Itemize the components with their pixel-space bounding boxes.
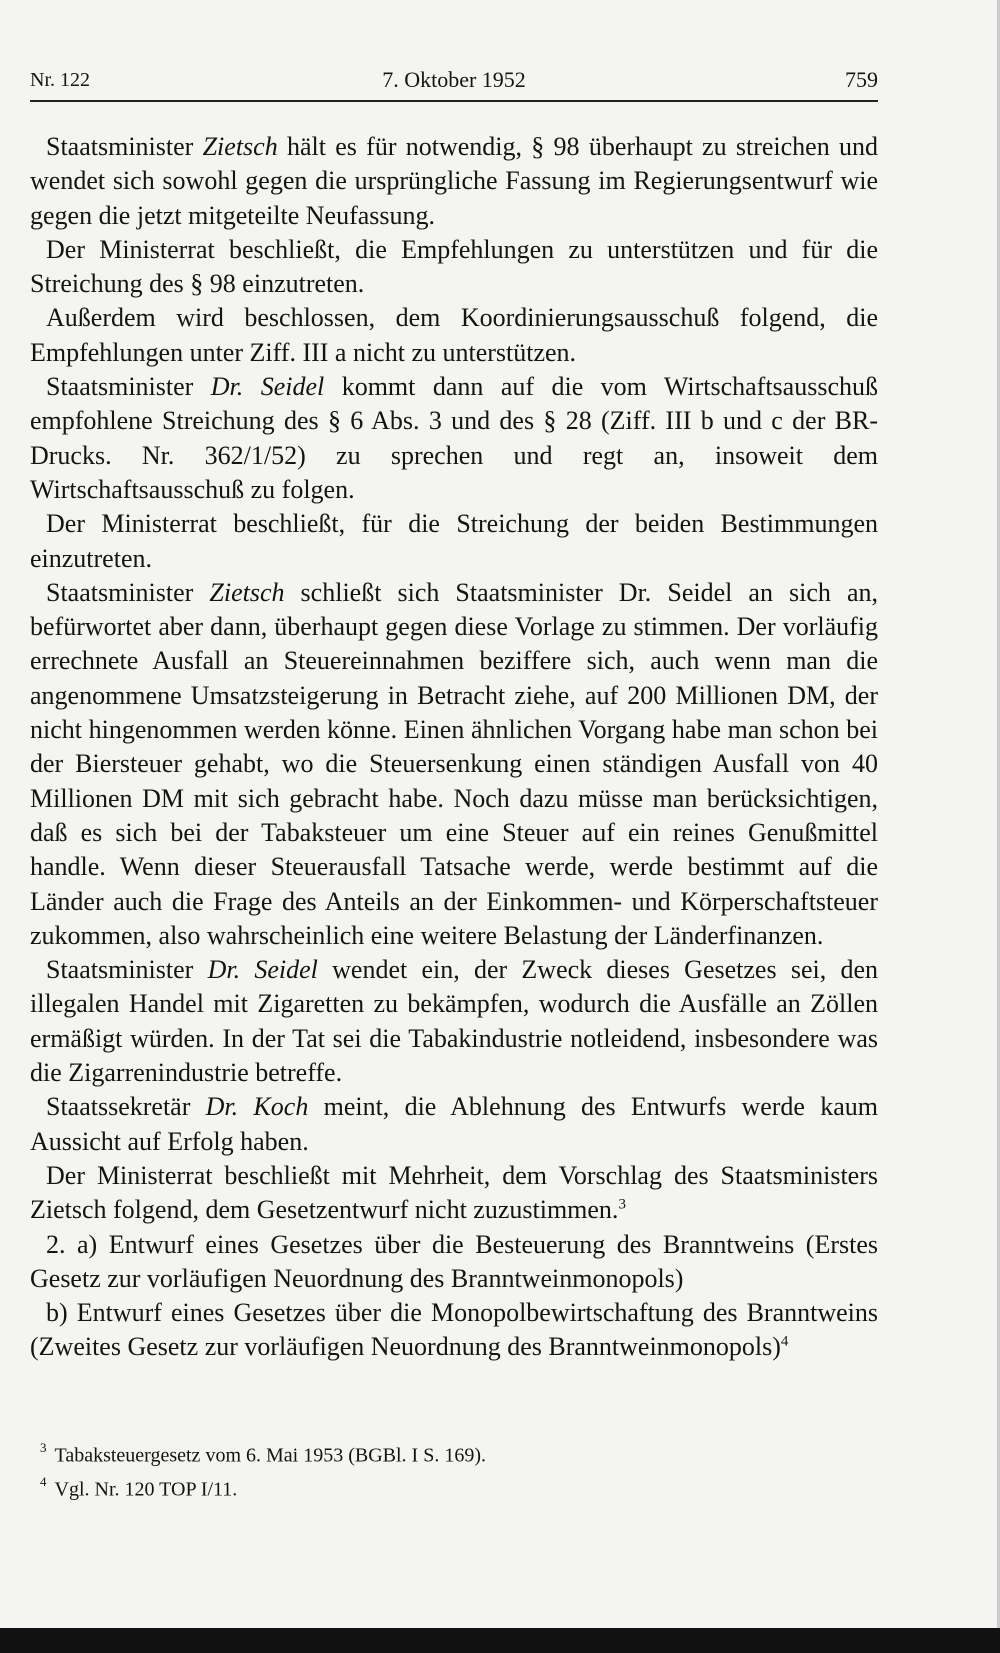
text-run: kommt dann auf die vom Wirtschaftsausschuß empfohlene Streichung des § 6 Abs. 3 und des § 28 (Ziff. III b und c der BR-Drucks. Nr. 362/1/52) zu sprechen und regt an, insoweit dem Wirtschaftsausschuß zu folgen.	[30, 372, 878, 504]
paragraph	[30, 576, 878, 953]
speaker-name: Dr. Koch	[205, 1092, 309, 1122]
text-run: Staatsminister	[46, 577, 210, 607]
body-text	[30, 130, 878, 1365]
speaker-name: Zietsch	[209, 577, 285, 607]
footnote-marker: 4	[40, 1473, 47, 1489]
header-date: 7. Oktober 1952	[382, 67, 526, 92]
footnote-reference[interactable]: 3	[618, 1196, 626, 1213]
text-run: b) Entwurf eines Gesetzes über die Monopolbewirtschaftung des Branntweins (Zweites Gesetz zur vorläufigen Neuordnung des Branntweinmonopols)	[30, 1298, 878, 1362]
footnote	[30, 1470, 878, 1504]
text-run: hält es für notwendig, § 98 überhaupt zu streichen und wendet sich sowohl gegen die ursprüngliche Fassung im Regierungsentwurf wie gegen die jetzt mitgeteilte Neufassung.	[30, 132, 878, 230]
paragraph	[30, 1228, 878, 1297]
text-run: Staatsminister	[46, 132, 203, 161]
text-run: Der Ministerrat beschließt, für die Streichung der beiden Bestimmungen einzutreten.	[30, 509, 878, 573]
paragraph	[30, 953, 878, 1090]
header-rule	[30, 100, 878, 102]
paragraph	[30, 130, 878, 233]
footnote-marker: 3	[40, 1440, 47, 1455]
paragraph	[30, 301, 878, 370]
text-run: Staatssekretär	[46, 1092, 206, 1122]
text-run: Staatsminister	[46, 955, 208, 985]
paragraph	[30, 507, 878, 576]
footnotes	[30, 1436, 878, 1503]
text-run: Der Ministerrat beschließt mit Mehrheit, dem Vorschlag des Staatsministers Zietsch folgend, dem Gesetzentwurf nicht zuzustimmen.	[30, 1160, 878, 1225]
scan-bottom-strip	[0, 1628, 1000, 1653]
text-run: Staatsminister	[46, 372, 211, 402]
paragraph	[30, 233, 878, 302]
text-run: meint, die Ablehnung des Entwurfs werde kaum Aussicht auf Erfolg haben.	[30, 1092, 878, 1156]
paragraph	[30, 1296, 878, 1365]
document-number: Nr. 122	[30, 69, 90, 91]
page-number: 759	[845, 67, 878, 92]
speaker-name: Dr. Seidel	[210, 372, 325, 402]
text-run: schließt sich Staatsminister Dr. Seidel an sich an, befürwortet aber dann, überhaupt gegen diese Vorlage zu stimmen. Der vorläufig errechnete Ausfall an Steuereinnahmen beziffere sich, auch wenn man die angenommene Umsatzsteigerung in Betracht ziehe, auf 200 Millionen DM, der nicht hingenommen werden könne. Einen ähnlichen Vorgang habe man schon bei der Biersteuer gehabt, wo die Steuersenkung einen ständigen Ausfall von 40 Millionen DM mit sich gebracht habe. Noch dazu müsse man berücksichtigen, daß es sich bei der Tabaksteuer um eine Steuer auf ein reines Genußmittel handle. Wenn dieser Steuerausfall Tatsache werde, werde bestimmt auf die Länder auch die Frage des Anteils an der Einkommen- und Körperschaftsteuer zukommen, also wahrscheinlich eine weitere Belastung der Länderfinanzen.	[30, 577, 878, 950]
page-header	[30, 62, 878, 98]
footnote-text: Tabaksteuergesetz vom 6. Mai 1953 (BGBl. I S. 169).	[54, 1444, 486, 1467]
footnote-text: Vgl. Nr. 120 TOP I/11.	[54, 1478, 238, 1501]
speaker-name: Dr. Seidel	[207, 955, 318, 985]
footnote	[30, 1436, 878, 1470]
footnote-reference[interactable]: 4	[780, 1333, 789, 1350]
paragraph	[30, 370, 878, 507]
speaker-name: Zietsch	[202, 132, 278, 161]
text-run: 2. a) Entwurf eines Gesetzes über die Besteuerung des Branntweins (Erstes Gesetz zur vorläufigen Neuordnung des Branntweinmonopols)	[30, 1229, 878, 1293]
text-run: Außerdem wird beschlossen, dem Koordinierungsausschuß folgend, die Empfehlungen unter Ziff. III a nicht zu unterstützen.	[30, 303, 878, 367]
paragraph	[30, 1090, 878, 1159]
text-run: wendet ein, der Zweck dieses Gesetzes sei, den illegalen Handel mit Zigaretten zu bekämpfen, wodurch die Ausfälle an Zöllen ermäßigt würden. In der Tat sei die Tabakindustrie notleidend, insbesondere was die Zigarrenindustrie betreffe.	[30, 955, 879, 1088]
paragraph	[30, 1159, 878, 1228]
text-run: Der Ministerrat beschließt, die Empfehlungen zu unterstützen und für die Streichung des § 98 einzutreten.	[30, 234, 878, 299]
